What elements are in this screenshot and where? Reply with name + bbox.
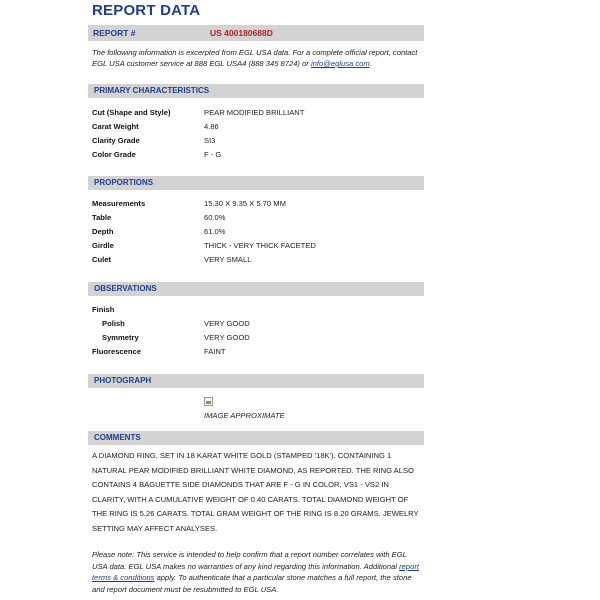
row-value: PEAR MODIFIED BRILLIANT — [204, 108, 305, 117]
row-label: Carat Weight — [92, 122, 139, 131]
report-number-value: US 400180688D — [210, 28, 273, 38]
report-number-bar — [88, 25, 424, 41]
broken-image-icon — [204, 397, 213, 406]
row-label: Fluorescence — [92, 347, 141, 356]
comments-header: COMMENTS — [88, 431, 424, 445]
row-label: Cut (Shape and Style) — [92, 108, 171, 117]
row-value: VERY GOOD — [204, 319, 250, 328]
row-culet — [92, 254, 422, 266]
row-label: Clarity Grade — [92, 136, 140, 145]
row-value: THICK - VERY THICK FACETED — [204, 241, 316, 250]
intro-body: The following information is excerpted from EGL USA data. For a complete official report, contact EGL USA customer service at 888 EGL USA4 (888 345 8724) or — [92, 48, 418, 68]
row-value: 4.86 — [204, 122, 219, 131]
terms-link[interactable]: report terms & conditions — [92, 561, 419, 582]
row-carat-weight — [92, 121, 422, 133]
row-clarity-grade — [92, 135, 422, 147]
row-table — [92, 212, 422, 224]
page-title: REPORT DATA — [92, 2, 201, 19]
row-label: Culet — [92, 255, 111, 264]
intro-end: . — [369, 59, 372, 68]
row-label: Depth — [92, 227, 114, 236]
email-link[interactable]: info@eglusa.com — [310, 59, 370, 68]
row-cut — [92, 107, 422, 119]
row-value: F - G — [204, 150, 222, 159]
photograph-header: PHOTOGRAPH — [88, 374, 424, 388]
row-depth — [92, 226, 422, 238]
row-value: 60.0% — [204, 213, 226, 222]
row-value: FAINT — [204, 347, 226, 356]
row-symmetry — [92, 332, 422, 344]
observations-header: OBSERVATIONS — [88, 282, 424, 296]
note-body: Please note: This service is intended to help confirm that a report number correlates with EGL USA data. EGL USA makes no warranties of any kind regarding this information. Additional — [92, 550, 407, 571]
row-value: 61.0% — [204, 227, 226, 236]
photo-caption: IMAGE APPROXIMATE — [204, 411, 285, 420]
proportions-header: PROPORTIONS — [88, 176, 424, 190]
row-polish — [92, 318, 422, 330]
row-fluorescence — [92, 346, 422, 358]
row-label: Finish — [92, 305, 115, 314]
row-label: Table — [92, 213, 112, 222]
row-label: Measurements — [92, 199, 146, 208]
row-value: 15.30 X 9.35 X 5.70 MM — [204, 199, 286, 208]
row-value: SI3 — [204, 136, 216, 145]
disclaimer-note — [92, 549, 422, 595]
row-label: Girdle — [92, 241, 114, 250]
row-label: Polish — [102, 319, 125, 328]
comments-text: A DIAMOND RING, SET IN 18 KARAT WHITE GOLD (STAMPED '18K'), CONTAINING 1 NATURAL PEAR MODIFIED BRILLIANT WHITE DIAMOND, AS REPORTED. THE RING ALSO CONTAINS 4 BAGUETTE SIDE DIAMONDS THAT ARE F - G IN COLOR, VS1 - VS2 IN CLARITY, WITH A CUMULATIVE WEIGHT OF 0.40 CARATS. TOTAL DIAMOND WEIGHT OF THE RING IS 5.26 CARATS. TOTAL GRAM WEIGHT OF THE RING IS 8.20 GRAMS. JEWELRY SETTING MAY AFFECT ANALYSES. — [92, 451, 419, 533]
row-color-grade — [92, 149, 422, 161]
row-value: VERY GOOD — [204, 333, 250, 342]
report-number-label: REPORT # — [93, 28, 136, 38]
row-label: Color Grade — [92, 150, 136, 159]
row-label: Symmetry — [102, 333, 139, 342]
primary-characteristics-header: PRIMARY CHARACTERISTICS — [88, 84, 424, 98]
intro-text — [92, 47, 422, 69]
row-finish — [92, 304, 422, 316]
row-girdle — [92, 240, 422, 252]
note-end: apply. To authenticate that a particular stone matches a full report, the stone and report document must be resubmitted to EGL USA. — [92, 573, 412, 594]
row-value: VERY SMALL — [204, 255, 252, 264]
row-measurements — [92, 198, 422, 210]
